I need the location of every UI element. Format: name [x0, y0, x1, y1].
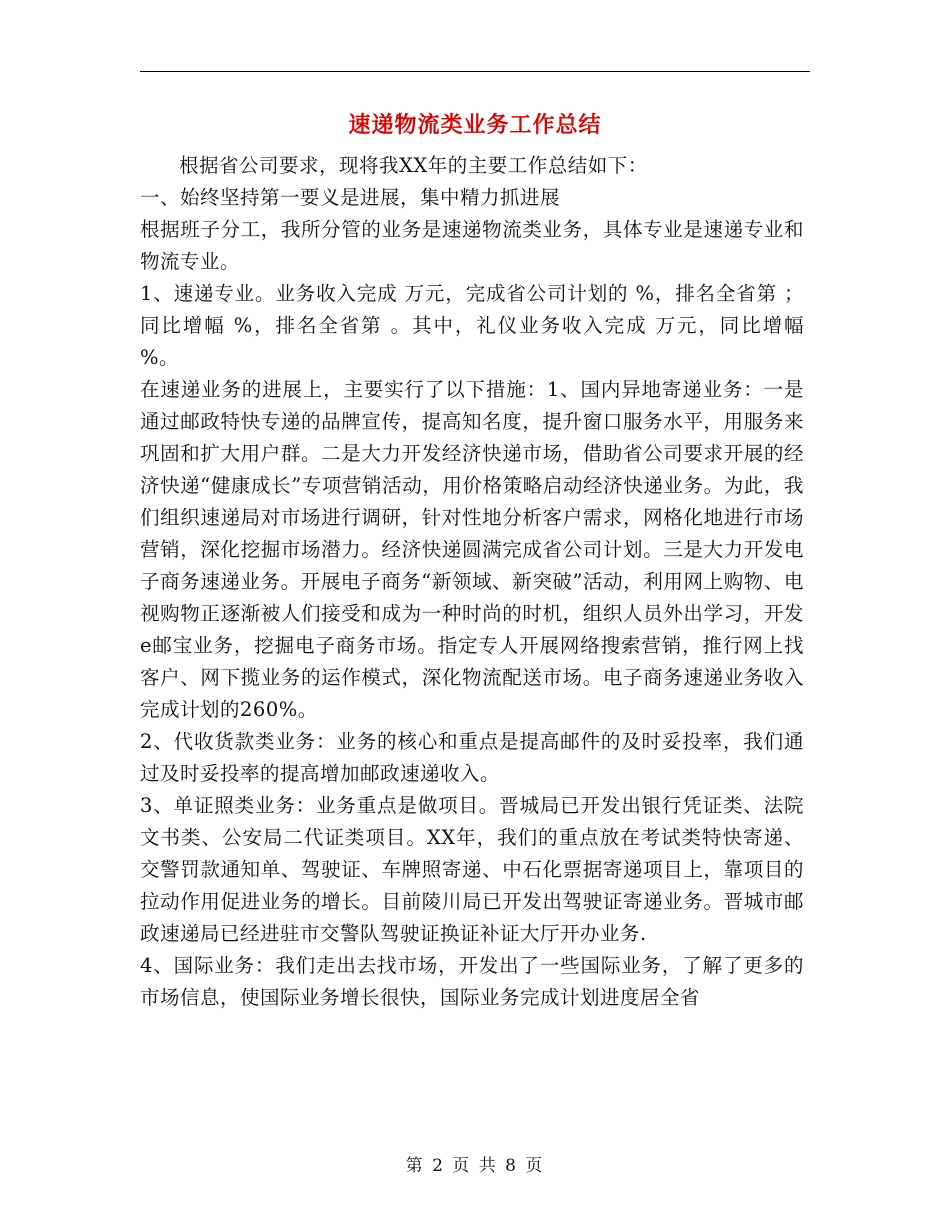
- header-rule: [140, 71, 810, 72]
- body-paragraph: 2、代收货款类业务：业务的核心和重点是提高邮件的及时妥投率，我们通过及时妥投率的提高增加邮政速递收入。: [140, 730, 804, 785]
- document-body: [140, 150, 804, 1014]
- section-heading-1: 一、始终坚持第一要义是进展，集中精力抓进展: [140, 186, 561, 209]
- body-paragraph: 1、速递专业。业务收入完成 万元，完成省公司计划的 %，排名全省第 ；同比增幅 %，排名全省第 。其中，礼仪业务收入完成 万元，同比增幅 %。: [140, 282, 804, 369]
- page-number-footer: 第 2 页 共 8 页: [405, 1156, 545, 1176]
- body-paragraph: 4、国际业务：我们走出去找市场，开发出了一些国际业务，了解了更多的市场信息，使国际业务增长很快，国际业务完成计划进度居全省: [140, 954, 804, 1009]
- body-paragraph: 在速递业务的进展上，主要实行了以下措施：1、国内异地寄递业务：一是通过邮政特快专递的品牌宣传，提高知名度，提升窗口服务水平，用服务来巩固和扩大用户群。二是大力开发经济快递市场，借助省公司要求开展的经济快递“健康成长”专项营销活动，用价格策略启动经济快递业务。为此，我们组织速递局对市场进行调研，针对性地分析客户需求，网格化地进行市场营销，深化挖掘市场潜力。经济快递圆满完成省公司计划。三是大力开发电子商务速递业务。开展电子商务“新领域、新突破”活动，利用网上购物、电视购物正逐渐被人们接受和成为一种时尚的时机，组织人员外出学习，开发e邮宝业务，挖掘电子商务市场。指定专人开展网络搜索营销，推行网上找客户、网下揽业务的运作模式，深化物流配送市场。电子商务速递业务收入完成计划的260%。: [140, 378, 804, 721]
- body-paragraph: 根据班子分工，我所分管的业务是速递物流类业务，具体专业是速递专业和物流专业。: [140, 218, 804, 273]
- intro-paragraph: 根据省公司要求，现将我XX年的主要工作总结如下：: [179, 154, 648, 177]
- document-title: 速递物流类业务工作总结: [348, 113, 602, 138]
- body-paragraph: 3、单证照类业务：业务重点是做项目。晋城局已开发出银行凭证类、法院文书类、公安局二代证类项目。XX年，我们的重点放在考试类特快寄递、交警罚款通知单、驾驶证、车牌照寄递、中石化票据寄递项目上，靠项目的拉动作用促进业务的增长。目前陵川局已开发出驾驶证寄递业务。晋城市邮政速递局已经进驻市交警队驾驶证换证补证大厅开办业务.: [140, 794, 804, 945]
